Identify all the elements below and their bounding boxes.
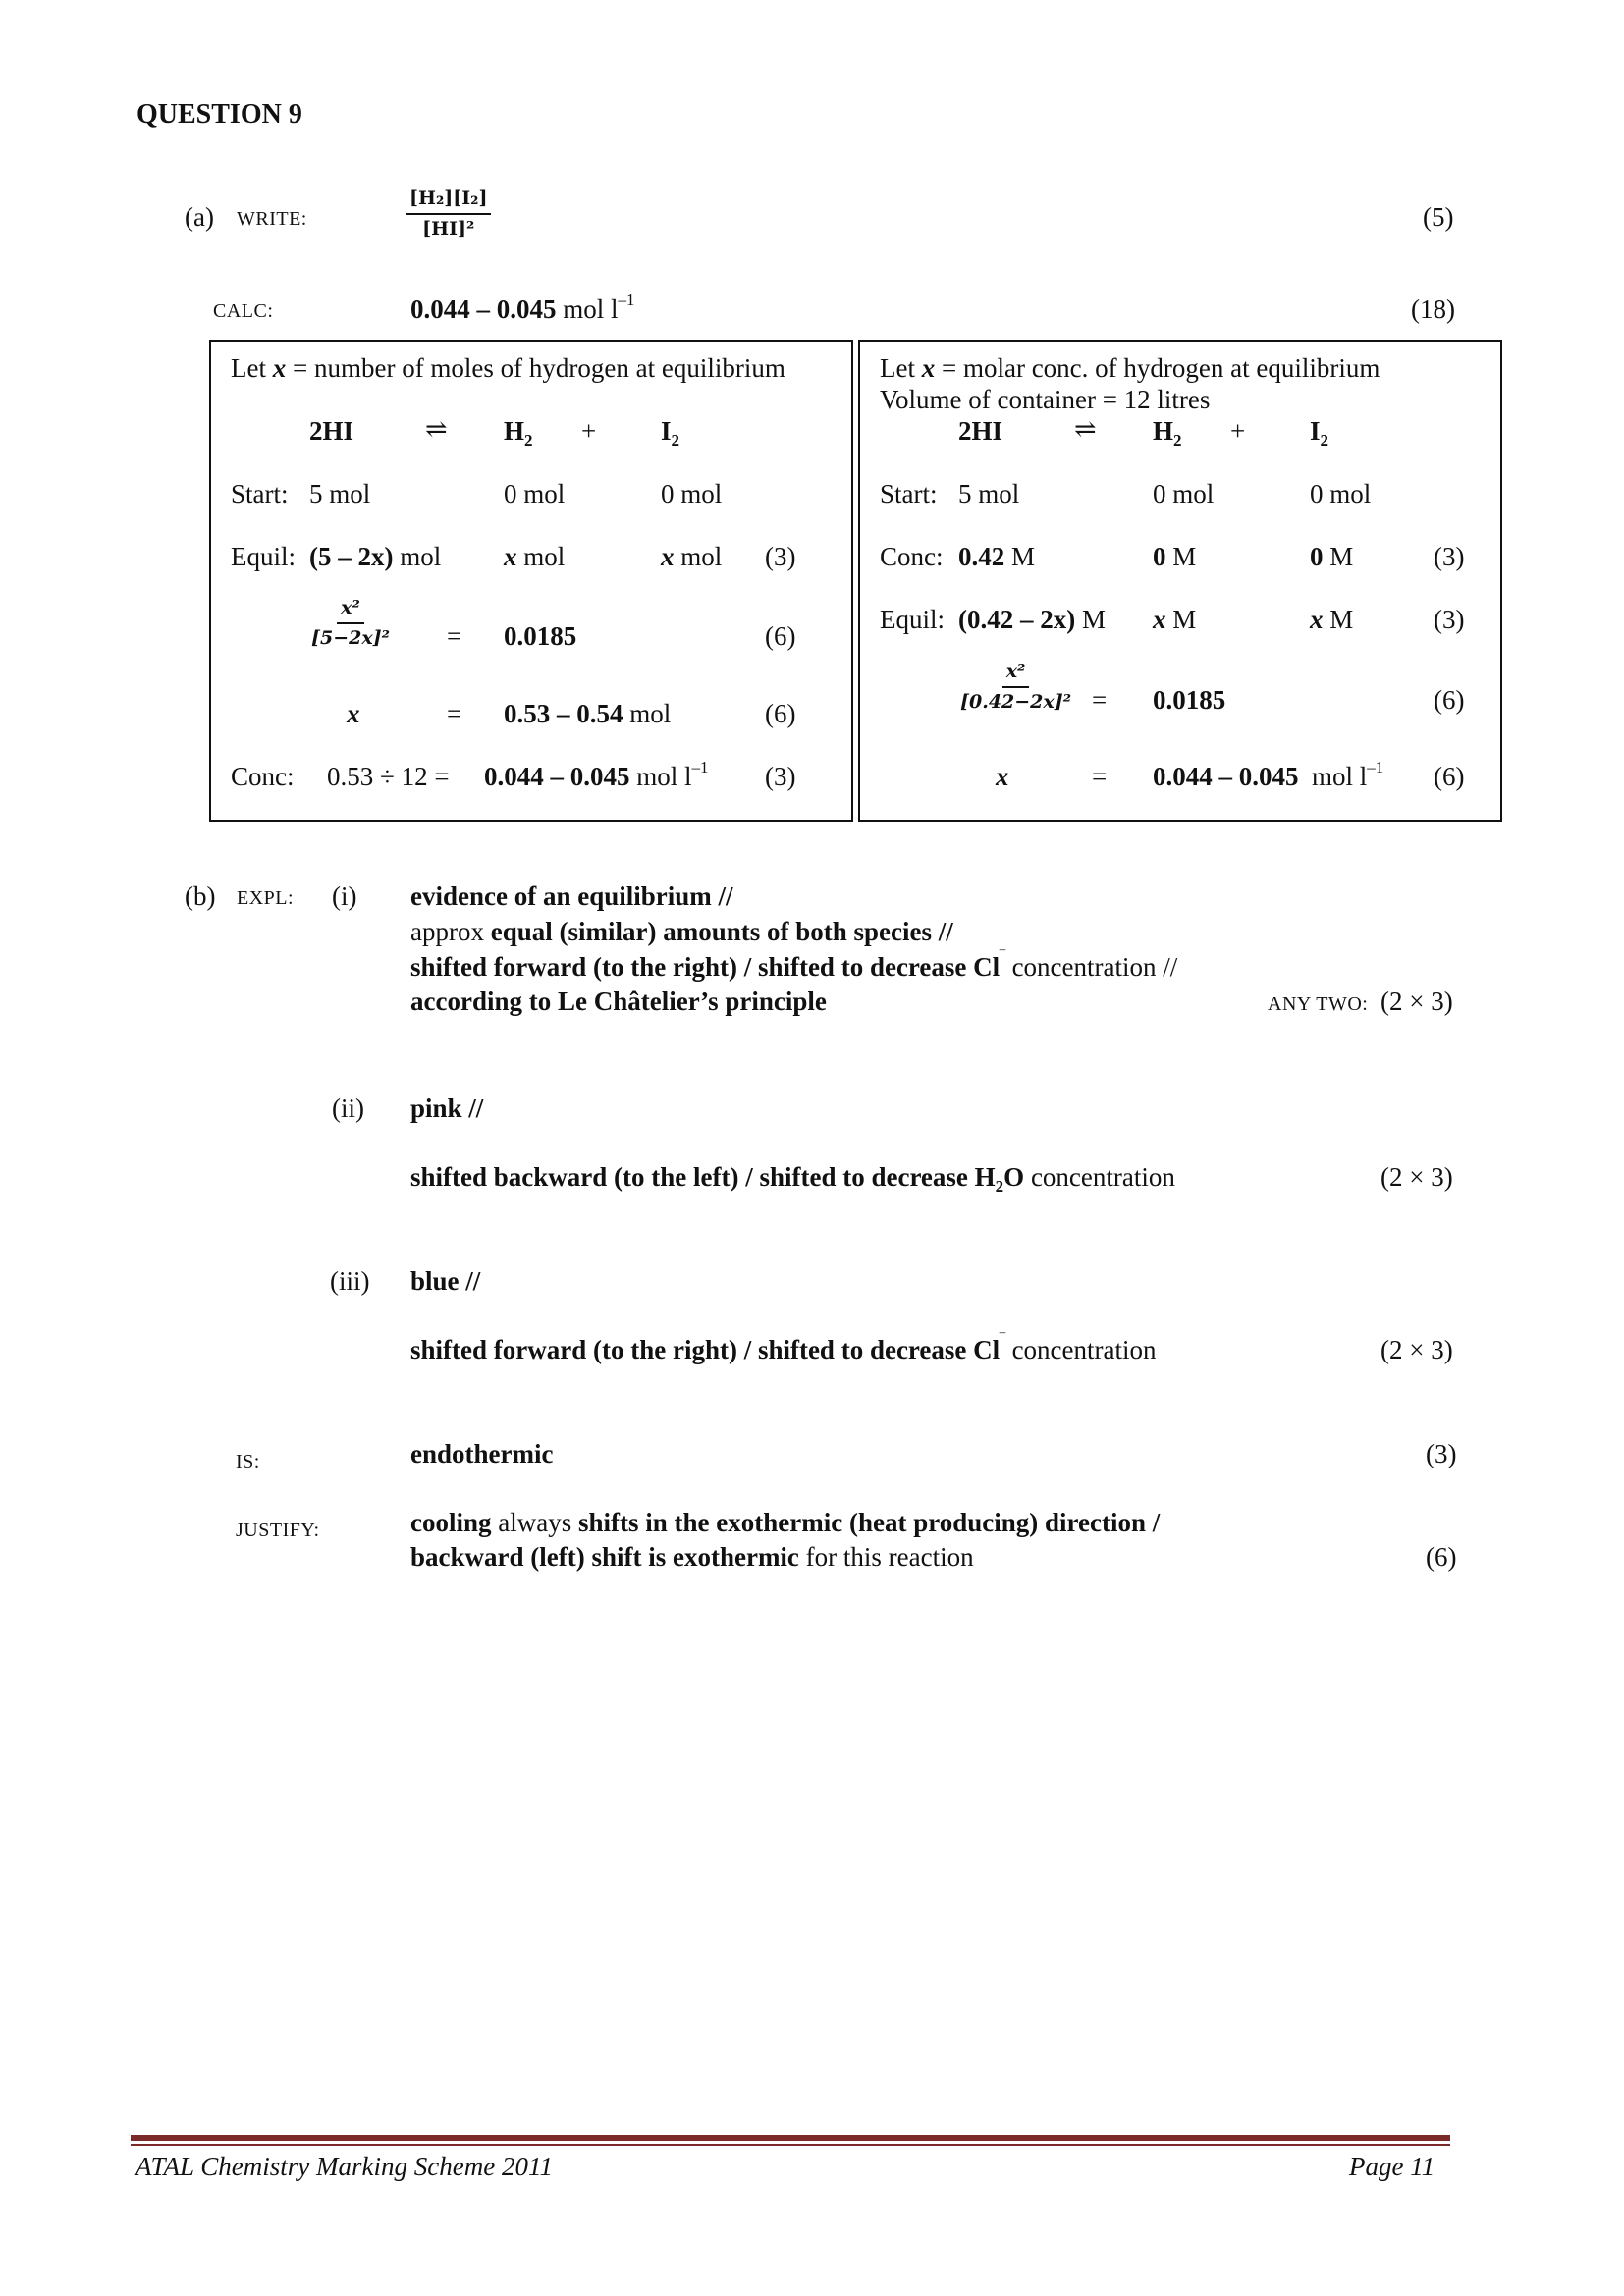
justify-line1 (410, 1508, 1160, 1538)
right-eq-plus: + (1230, 416, 1246, 446)
left-k-denominator: [5−2x]² (311, 627, 390, 649)
right-conc-3-unit: M (1329, 542, 1354, 571)
write-expr-denominator: [HI]² (422, 218, 475, 240)
left-equil-2 (504, 542, 565, 572)
b-i-line3-bold: shifted forward (to the right) / shifted to decrease Cl (410, 952, 1001, 982)
calc-answer-unit: mol l (563, 294, 619, 324)
calc-answer-value: 0.044 – 0.045 (410, 294, 557, 324)
left-x-value-bold: 0.53 – 0.54 (504, 699, 623, 728)
right-k-expression (956, 663, 1075, 712)
left-equil-2-var: x (504, 542, 517, 571)
b-i-line1: evidence of an equilibrium // (410, 881, 733, 911)
left-eq-i2-text: I (661, 416, 672, 446)
footer-rule-thin (131, 2144, 1450, 2146)
part-a-label: (a) (185, 202, 214, 232)
right-equil-1 (958, 605, 1106, 635)
b-i-label: (i) (332, 881, 357, 911)
part-b-label: (b) (185, 881, 216, 911)
b-i-line2-pre: approx (410, 917, 484, 946)
is-marks: (3) (1426, 1439, 1457, 1468)
left-intro-var: x (272, 353, 287, 383)
left-equil-marks: (3) (765, 542, 796, 571)
right-start-label: Start: (880, 479, 938, 508)
left-start-1: 5 mol (309, 479, 371, 508)
justify-line1-b1: cooling (410, 1508, 492, 1537)
b-ii-line2-sub: 2 (995, 1177, 1004, 1196)
b-i-marks: (2 × 3) (1380, 987, 1453, 1016)
left-x-marks: (6) (765, 699, 796, 728)
right-equil-2-unit: M (1172, 605, 1197, 634)
right-start-3: 0 mol (1310, 479, 1372, 508)
right-conc-3-value: 0 (1310, 542, 1324, 571)
right-conc-2 (1153, 542, 1196, 572)
right-intro-var: x (921, 353, 936, 383)
right-x-equals: = (1092, 762, 1108, 791)
b-iii-line2-bold: shifted forward (to the right) / shifted to decrease Cl (410, 1335, 1001, 1364)
left-start-3: 0 mol (661, 479, 723, 508)
left-intro-text: = number of moles of hydrogen at equilibrium (292, 353, 785, 383)
justify-line1-n: always (498, 1508, 572, 1537)
right-k-marks: (6) (1434, 685, 1465, 715)
left-equil-2-unit: mol (523, 542, 566, 571)
left-conc-value-unit: mol l (636, 762, 692, 791)
right-equil-marks: (3) (1434, 605, 1465, 634)
b-i-line4: according to Le Châtelier’s principle (410, 987, 827, 1016)
right-intro-text: = molar conc. of hydrogen at equilibrium (941, 353, 1380, 383)
right-k-value: 0.0185 (1153, 685, 1226, 715)
right-eq-h2: $H_2$ (1153, 416, 1182, 450)
any-two-label: ANY TWO: (1268, 993, 1369, 1015)
left-equil-3-var: x (661, 542, 675, 571)
b-iii-line1: blue // (410, 1266, 481, 1296)
left-x-value-unit: mol (629, 699, 672, 728)
left-conc-expr: 0.53 ÷ 12 = (327, 762, 450, 791)
write-label: WRITE: (237, 208, 307, 230)
justify-line2 (410, 1542, 974, 1573)
right-equil-1-unit: M (1081, 605, 1106, 634)
right-eq-arrow: ⇌ (1074, 414, 1097, 444)
right-conc-label: Conc: (880, 542, 944, 571)
left-x-equals: = (447, 699, 462, 728)
left-equil-label: Equil: (231, 542, 296, 571)
calc-label: CALC: (213, 300, 274, 322)
right-start-2: 0 mol (1153, 479, 1215, 508)
left-equil-1-value: (5 – 2x) (309, 542, 394, 571)
left-intro-let: Let (231, 353, 266, 383)
b-ii-line1: pink // (410, 1094, 484, 1123)
left-k-expression (307, 599, 394, 648)
b-iii-line2 (410, 1331, 1157, 1365)
left-equil-1 (309, 542, 441, 572)
left-conc-label: Conc: (231, 762, 295, 791)
right-equil-1-value: (0.42 – 2x) (958, 605, 1076, 634)
right-eq-i2-text: I (1310, 416, 1321, 446)
left-conc-marks: (3) (765, 762, 796, 791)
right-intro (880, 353, 1380, 384)
right-x-value-unit: mol l (1312, 762, 1368, 791)
expl-label: EXPL: (237, 887, 295, 909)
justify-line1-b2: shifts in the exothermic (heat producing) direction / (578, 1508, 1161, 1537)
left-eq-2hi: 2HI (309, 416, 354, 446)
right-conc-1-unit: M (1011, 542, 1036, 571)
left-equil-3 (661, 542, 722, 572)
left-eq-h2-text: H (504, 416, 525, 446)
b-i-line3 (410, 948, 1178, 983)
right-conc-marks: (3) (1434, 542, 1465, 571)
calc-marks: (18) (1411, 294, 1455, 324)
left-eq-i2: $I_2$ (661, 416, 680, 450)
right-k-numerator: x² (1002, 663, 1030, 688)
b-iii-label: (iii) (330, 1266, 370, 1296)
left-x-value (504, 699, 671, 729)
right-equil-2-var: x (1153, 605, 1166, 634)
right-eq-i2: $I_2$ (1310, 416, 1329, 450)
b-ii-line2 (410, 1162, 1175, 1196)
right-equil-3-var: x (1310, 605, 1324, 634)
left-eq-arrow: ⇌ (425, 414, 448, 444)
left-k-numerator: x² (337, 599, 364, 624)
question-title: QUESTION 9 (136, 99, 302, 130)
b-ii-line2-bold2: O (1003, 1162, 1025, 1192)
left-eq-h2: $H_2$ (504, 416, 533, 450)
justify-line2-b: backward (left) shift is exothermic (410, 1542, 799, 1572)
calc-answer (410, 291, 635, 325)
right-eq-2hi: 2HI (958, 416, 1003, 446)
right-equil-3 (1310, 605, 1353, 635)
right-x-value (1153, 758, 1384, 792)
b-ii-line2-bold: shifted backward (to the left) / shifted to decrease H (410, 1162, 996, 1192)
justify-label: JUSTIFY: (236, 1520, 320, 1541)
is-label: IS: (236, 1451, 260, 1472)
right-conc-1-value: 0.42 (958, 542, 1005, 571)
right-intro-let: Let (880, 353, 915, 383)
left-method-box (209, 340, 853, 822)
b-ii-label: (ii) (332, 1094, 364, 1123)
right-eq-h2-text: H (1153, 416, 1174, 446)
justify-marks: (6) (1426, 1542, 1457, 1572)
right-equil-label: Equil: (880, 605, 945, 634)
right-volume: Volume of container = 12 litres (880, 385, 1211, 414)
is-value: endothermic (410, 1439, 554, 1468)
b-iii-line2-sup: ‾ (1000, 1331, 1005, 1350)
right-conc-1 (958, 542, 1035, 572)
left-k-equals: = (447, 621, 462, 651)
left-eq-plus: + (581, 416, 597, 446)
right-x-var: x (996, 762, 1009, 791)
b-i-line2 (410, 917, 953, 947)
b-iii-marks: (2 × 3) (1380, 1335, 1453, 1364)
left-intro (231, 353, 785, 384)
left-equil-1-unit: mol (400, 542, 442, 571)
right-conc-2-value: 0 (1153, 542, 1166, 571)
right-equil-2 (1153, 605, 1196, 635)
footer-page-number: Page 11 (1349, 2152, 1435, 2181)
left-start-label: Start: (231, 479, 289, 508)
left-equil-3-unit: mol (680, 542, 723, 571)
right-x-marks: (6) (1434, 762, 1465, 791)
footer-rule-thick (131, 2135, 1450, 2141)
left-k-value: 0.0185 (504, 621, 577, 651)
calc-answer-exponent: –1 (618, 291, 635, 309)
left-x-var: x (347, 699, 360, 728)
right-equil-3-unit: M (1329, 605, 1354, 634)
left-conc-value-exp: –1 (691, 758, 709, 776)
right-start-1: 5 mol (958, 479, 1020, 508)
right-x-value-bold: 0.044 – 0.045 (1153, 762, 1299, 791)
left-start-2: 0 mol (504, 479, 566, 508)
right-conc-2-unit: M (1172, 542, 1197, 571)
right-k-equals: = (1092, 685, 1108, 715)
left-conc-value (484, 758, 709, 792)
write-expression (406, 189, 491, 239)
right-conc-3 (1310, 542, 1353, 572)
justify-line2-n: for this reaction (805, 1542, 974, 1572)
b-ii-marks: (2 × 3) (1380, 1162, 1453, 1192)
right-method-box (858, 340, 1502, 822)
left-conc-value-bold: 0.044 – 0.045 (484, 762, 630, 791)
b-i-line2-bold: equal (similar) amounts of both species // (490, 917, 953, 946)
right-x-value-exp: –1 (1367, 758, 1384, 776)
left-k-marks: (6) (765, 621, 796, 651)
right-k-denominator: [0.42−2x]² (960, 691, 1072, 713)
footer-left: ATAL Chemistry Marking Scheme 2011 (135, 2152, 553, 2181)
b-iii-line2-post: concentration (1011, 1335, 1157, 1364)
write-expr-numerator: [H₂][I₂] (406, 189, 491, 215)
write-marks: (5) (1423, 202, 1454, 232)
b-i-line3-post: concentration // (1011, 952, 1178, 982)
b-ii-line2-post: concentration (1030, 1162, 1175, 1192)
b-i-line3-sup: ‾ (1000, 948, 1005, 967)
